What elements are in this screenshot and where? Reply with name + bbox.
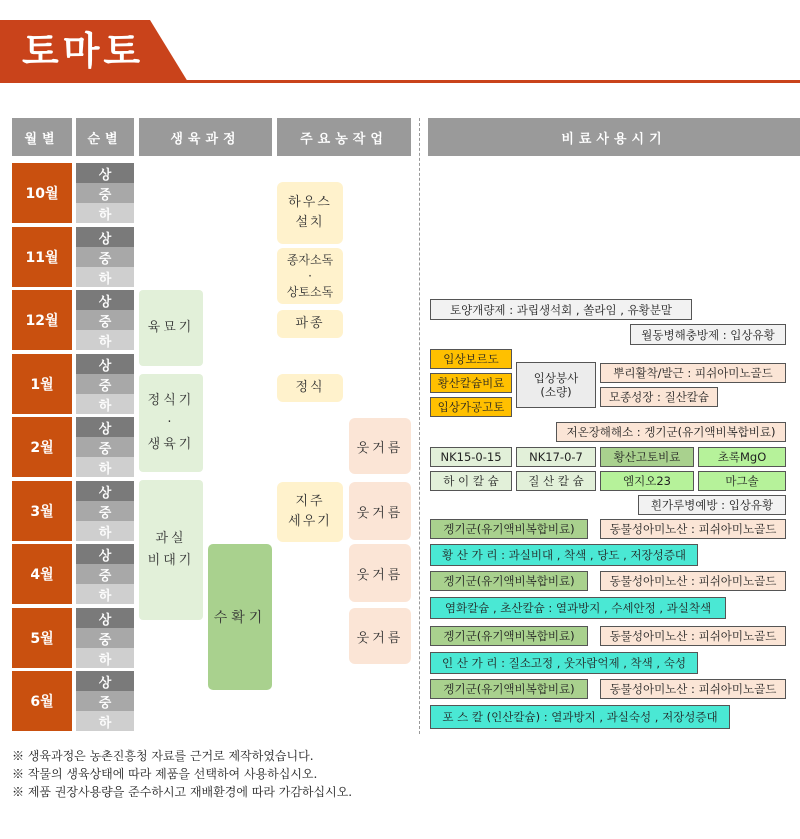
order-cell: 상 [76, 417, 134, 437]
fert-magsol: 마그솔 [698, 471, 786, 491]
fert-magnesia: 입상가공고토 [430, 397, 512, 417]
stage-planting-label: 정식기 [147, 393, 195, 408]
order-cell: 중 [76, 183, 134, 203]
stage-fruit-label-2: 비대기 [147, 553, 195, 568]
work-topdress-label-3: 웃거름 [356, 567, 404, 583]
order-cell: 상 [76, 544, 134, 564]
work-planting [277, 374, 343, 402]
order-cell: 상 [76, 227, 134, 247]
work-topdress-4 [349, 608, 411, 664]
month-cell: 2월 [12, 417, 72, 477]
stage-fruit-label-1: 과실 [155, 531, 187, 546]
fert-potassium-sulfate: 황 산 가 리 : 과실비대 , 착색 , 당도 , 저장성증대 [430, 544, 698, 566]
work-support-install [277, 482, 343, 542]
header-month: 월별 [12, 118, 72, 156]
fert-low-temp: 저온장해해소 : 겡기군(유기액비복합비료) [556, 422, 786, 442]
footnote-1: ※ 생육과정은 농촌진흥청 자료를 근거로 제작하였습니다. [12, 749, 314, 763]
fert-amino-3: 동물성아미노산 : 피쉬아미노골드 [600, 626, 786, 646]
stage-growth-label: 생육기 [147, 437, 195, 452]
fert-magnesium-sulfate: 황산고토비료 [600, 447, 694, 467]
fert-amino-2: 동물성아미노산 : 피쉬아미노골드 [600, 571, 786, 591]
footnote-2: ※ 작물의 생육상태에 따라 제품을 선택하여 사용하십시오. [12, 767, 318, 781]
order-cell: 중 [76, 564, 134, 584]
order-cell: 하 [76, 203, 134, 223]
fert-borax-note: (소량) [540, 385, 572, 399]
order-cell: 상 [76, 481, 134, 501]
fert-amino-4: 동물성아미노산 : 피쉬아미노골드 [600, 679, 786, 699]
work-disinfection [277, 248, 343, 304]
work-topdress-2 [349, 482, 411, 540]
order-cell: 중 [76, 437, 134, 457]
stage-seedling-label: 육묘기 [147, 320, 195, 335]
work-topdress-label-4: 웃거름 [356, 630, 404, 646]
order-cell: 하 [76, 648, 134, 668]
order-cell: 하 [76, 711, 134, 731]
order-cell: 중 [76, 247, 134, 267]
work-support-label-1: 지주 [295, 494, 325, 509]
fert-genggi-3: 겡기군(유기액비복합비료) [430, 626, 588, 646]
fert-rooting: 뿌리활착/발근 : 피쉬아미노골드 [600, 363, 786, 383]
order-cell: 하 [76, 584, 134, 604]
month-cell: 11월 [12, 227, 72, 287]
fert-nk17: NK17-0-7 [516, 447, 596, 467]
work-dot: · [308, 269, 312, 283]
order-cell: 하 [76, 521, 134, 541]
footnote-3: ※ 제품 권장사용량을 준수하시고 재배환경에 따라 가감하십시오. [12, 785, 353, 799]
work-house-label-1: 하우스 [288, 195, 332, 210]
order-cell: 중 [76, 628, 134, 648]
work-topdress-label-1: 웃거름 [356, 440, 404, 456]
fert-seedling-growth: 모종성장 : 질산칼슘 [600, 387, 718, 407]
month-cell: 6월 [12, 671, 72, 731]
fert-mgo: 초록MgO [698, 447, 786, 467]
stage-seedling [139, 290, 203, 366]
fert-potassium-phosphate: 인 산 가 리 : 질소고정 , 웃자람억제 , 착색 , 숙성 [430, 652, 698, 674]
work-topdress-3 [349, 544, 411, 602]
stage-harvest-label: 수확기 [213, 610, 267, 626]
order-cell: 상 [76, 163, 134, 183]
fert-genggi-2: 겡기군(유기액비복합비료) [430, 571, 588, 591]
divider-line [419, 118, 420, 734]
work-seed-disinfect: 종자소독 [286, 253, 334, 267]
work-house-install [277, 182, 343, 244]
header-stage: 생육과정 [139, 118, 272, 156]
order-cell: 중 [76, 374, 134, 394]
stage-planting-growth [139, 374, 203, 472]
work-sowing-label: 파종 [295, 316, 325, 331]
fert-genggi-4: 겡기군(유기액비복합비료) [430, 679, 588, 699]
work-planting-label: 정식 [295, 380, 325, 395]
header-fertilizer: 비료사용시기 [428, 118, 800, 156]
stage-dot: · [167, 415, 175, 430]
order-cell: 하 [76, 394, 134, 414]
month-cell: 10월 [12, 163, 72, 223]
fert-bordeaux: 입상보르도 [430, 349, 512, 369]
fert-borax-label: 입상붕사 [533, 371, 579, 385]
work-soil-disinfect: 상토소독 [286, 285, 334, 299]
fert-winter-pest: 월동병해충방제 : 입상유황 [630, 324, 786, 345]
month-cell: 12월 [12, 290, 72, 350]
page-title: 토마토 [22, 29, 145, 73]
fert-powdery-mildew: 흰가루병예방 : 입상유황 [638, 495, 786, 515]
order-cell: 상 [76, 290, 134, 310]
fert-calcium-sulfate: 황산칼슘비료 [430, 373, 512, 393]
fert-calcium-chloride: 염화칼슘 , 초산칼슘 : 열과방지 , 수세안정 , 과실착색 [430, 597, 726, 619]
order-cell: 중 [76, 501, 134, 521]
work-topdress-label-2: 웃거름 [356, 505, 404, 521]
month-cell: 3월 [12, 481, 72, 541]
order-cell: 하 [76, 457, 134, 477]
work-support-label-2: 세우기 [288, 514, 332, 529]
header-work: 주요농작업 [277, 118, 411, 156]
fert-borax [516, 362, 596, 408]
order-cell: 하 [76, 330, 134, 350]
month-cell: 4월 [12, 544, 72, 604]
fert-calcium-nitrate: 질 산 칼 슘 [516, 471, 596, 491]
fert-nk15: NK15-0-15 [430, 447, 512, 467]
order-cell: 상 [76, 354, 134, 374]
header-order: 순별 [76, 118, 134, 156]
work-sowing [277, 310, 343, 338]
fert-mgo23: 엠지오23 [600, 471, 694, 491]
title-underline [0, 80, 800, 83]
fert-high-calcium: 하 이 칼 슘 [430, 471, 512, 491]
work-house-label-2: 설치 [295, 215, 325, 230]
month-cell: 1월 [12, 354, 72, 414]
fert-soil-amendment: 토양개량제 : 과립생석회 , 쏠라임 , 유황분말 [430, 299, 692, 320]
stage-fruit-enlargement [139, 480, 203, 620]
order-cell: 하 [76, 267, 134, 287]
order-cell: 상 [76, 671, 134, 691]
order-cell: 중 [76, 310, 134, 330]
fert-genggi-1: 겡기군(유기액비복합비료) [430, 519, 588, 539]
fert-phoscal: 포 스 칼 (인산칼슘) : 열과방지 , 과실숙성 , 저장성증대 [430, 705, 730, 729]
work-topdress-1 [349, 418, 411, 474]
stage-harvest [208, 544, 272, 690]
month-cell: 5월 [12, 608, 72, 668]
fert-amino-1: 동물성아미노산 : 피쉬아미노골드 [600, 519, 786, 539]
order-cell: 상 [76, 608, 134, 628]
order-cell: 중 [76, 691, 134, 711]
